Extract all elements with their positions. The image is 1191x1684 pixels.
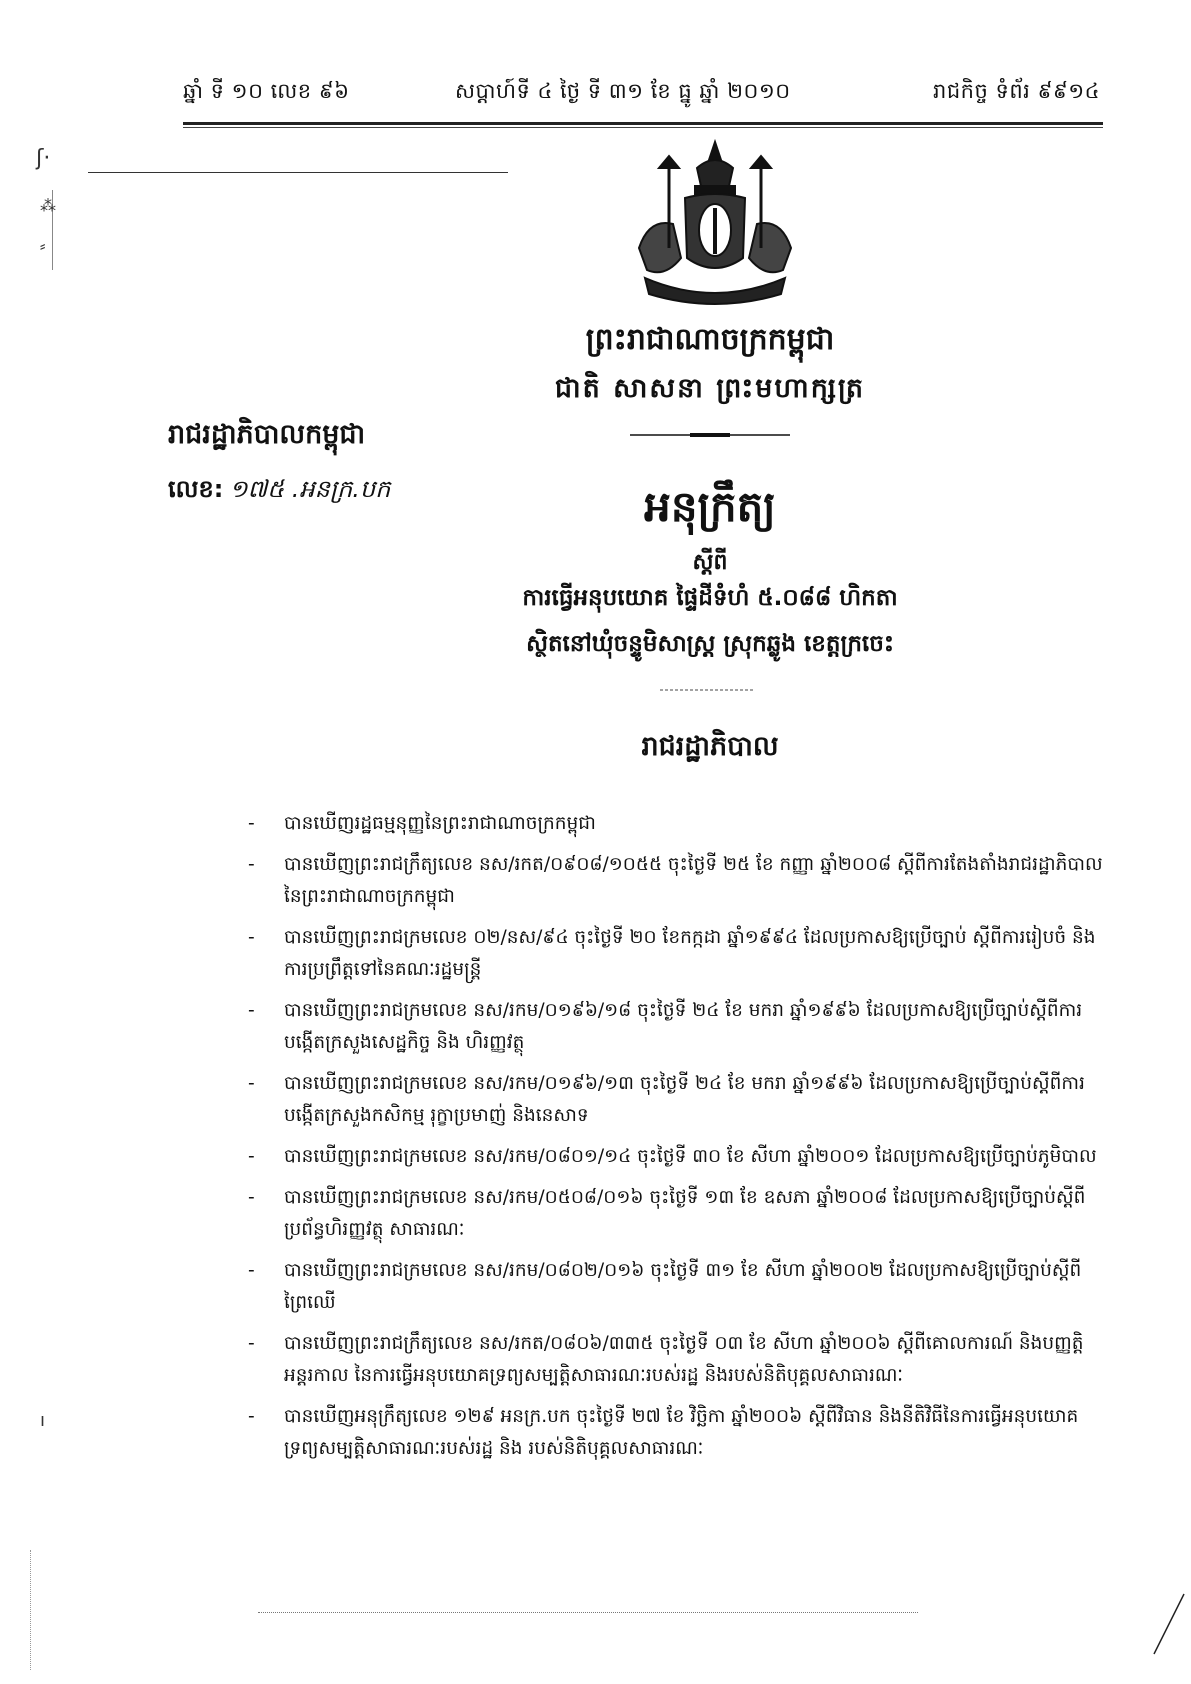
document-number [168, 474, 390, 509]
list-item [248, 849, 1108, 913]
list-dash: - [248, 1187, 255, 1208]
header-page-number: រាជកិច្ច ទំព័រ ៩៩១៤ [933, 79, 1100, 103]
list-item [248, 1182, 1108, 1246]
list-dash: - [248, 1000, 255, 1021]
ornament-divider [630, 432, 790, 438]
list-item-text: បានឃើញព្រះរាជក្រឹត្យលេខ នស/រកត/០៨០៦/៣៣៥ ចុះថ្ងៃទី ០៣ ខែ សីហា ឆ្នាំ២០០៦ ស្តីពីគោលការណ៍ និងបញ្ញត្តិអន្តរកាល នៃការធ្វើអនុបយោគទ្រព្យសម្បត្តិសាធារណៈរបស់រដ្ឋ និងរបស់និតិបុគ្គលសាធារណៈ [284, 1333, 1084, 1386]
small-divider [660, 688, 755, 692]
header-year-issue: ឆ្នាំ ទី ១០ លេខ ៩៦ [183, 79, 350, 103]
number-value: ១៧៥ .អនក្រ.បក [229, 475, 391, 503]
margin-scribble-4: ı [40, 1410, 46, 1431]
about-label: ស្តីពី [692, 550, 728, 575]
national-motto: ជាតិ សាសនា ព្រះមហាក្សត្រ [554, 373, 866, 404]
royal-coat-of-arms-icon [625, 138, 805, 313]
list-item-text: បានឃើញព្រះរាជក្រឹត្យលេខ នស/រកត/០៩០៨/១០៥៥ ចុះថ្ងៃទី ២៥ ខែ កញ្ញា ឆ្នាំ២០០៨ ស្តីពីការតែងតាំងរាជរដ្ឋាភិបាល នៃព្រះរាជាណាចក្រកម្ពុជា [284, 854, 1103, 907]
list-item [248, 1068, 1108, 1132]
document-title: អនុក្រឹត្យ [644, 482, 776, 531]
list-item-text: បានឃើញព្រះរាជក្រមលេខ នស/រកម/០៨០២/០១៦ ចុះថ្ងៃទី ៣១ ខែ សីហា ឆ្នាំ២០០២ ដែលប្រកាសឱ្យប្រើច្បាប់ស្តីពីព្រៃឈើ [284, 1260, 1082, 1313]
number-label: លេខ: [168, 475, 224, 503]
list-dash: - [248, 1146, 255, 1167]
list-item [248, 1401, 1108, 1465]
list-item-text: បានឃើញរដ្ឋធម្មនុញ្ញនៃព្រះរាជាណាចក្រកម្ពុជា [284, 813, 596, 834]
list-item-text: បានឃើញព្រះរាជក្រមលេខ នស/រកម/០១៩៦/១៨ ចុះថ្ងៃទី ២៤ ខែ មករា ឆ្នាំ១៩៩៦ ដែលប្រកាសឱ្យប្រើច្បាប់ស្តីពីការបង្កើតក្រសួងសេដ្ឋកិច្ច និង ហិរញ្ញវត្ថុ [284, 1000, 1083, 1053]
royal-government-heading: រាជរដ្ឋាភិបាល [641, 731, 779, 762]
margin-line [88, 172, 508, 173]
list-item [248, 922, 1108, 986]
header-rule-thin [183, 127, 1103, 128]
list-item-text: បានឃើញព្រះរាជក្រមលេខ នស/រកម/០១៩៦/១៣ ចុះថ្ងៃទី ២៤ ខែ មករា ឆ្នាំ១៩៩៦ ដែលប្រកាសឱ្យប្រើច្បាប់ស្តីពីការបង្កើតក្រសួងកសិកម្ម រុក្ខាប្រមាញ់ និងនេសាទ [284, 1073, 1085, 1126]
footer-dotted-line [258, 1612, 918, 1613]
list-dash: - [248, 1333, 255, 1354]
margin-scribble-1: ʃ· [36, 146, 51, 171]
scan-edge-mark [30, 1550, 32, 1670]
list-item [248, 1141, 1108, 1173]
list-item [248, 1255, 1108, 1319]
list-item-text: បានឃើញព្រះរាជក្រមលេខ ០២/នស/៩៤ ចុះថ្ងៃទី ២០ ខែកក្កដា ឆ្នាំ១៩៩៤ ដែលប្រកាសឱ្យប្រើច្បាប់ ស្តីពីការរៀបចំ និង ការប្រព្រឹត្តទៅនៃគណៈរដ្ឋមន្ត្រី [284, 927, 1096, 980]
list-dash: - [248, 1260, 255, 1281]
issuing-government: រាជរដ្ឋាភិបាលកម្ពុជា [168, 419, 366, 450]
list-dash: - [248, 1406, 255, 1427]
list-item-text: បានឃើញព្រះរាជក្រមលេខ នស/រកម/០៥០៨/០១៦ ចុះថ្ងៃទី ១៣ ខែ ឧសភា ឆ្នាំ២០០៨ ដែលប្រកាសឱ្យប្រើច្បាប់ស្តីពីប្រព័ន្ធហិរញ្ញវត្ថុ សាធារណៈ [284, 1187, 1086, 1240]
list-item [248, 995, 1108, 1059]
pen-stroke-mark [1148, 1590, 1188, 1660]
subject-line-1: ការធ្វើអនុបយោគ ផ្ទៃដីទំហំ ៥.០៨៨ ហិកតា [522, 585, 898, 611]
list-dash: - [248, 927, 255, 948]
list-item-text: បានឃើញអនុក្រឹត្យលេខ ១២៩ អនក្រ.បក ចុះថ្ងៃទី ២៧ ខែ វិច្ឆិកា ឆ្នាំ២០០៦ ស្តីពីវិធាន និងនីតិវិធីនៃការធ្វើអនុបយោគទ្រព្យសម្បត្តិសាធារណៈរបស់រដ្ឋ និង របស់និតិបុគ្គលសាធារណៈ [284, 1406, 1079, 1459]
list-dash: - [248, 813, 255, 834]
list-dash: - [248, 1073, 255, 1094]
margin-scribble-2: ⁂ [40, 196, 56, 215]
list-item [248, 808, 1108, 840]
header-date: សប្តាហ៍ទី ៤ ថ្ងៃ ទី ៣១ ខែ ធ្នូ ឆ្នាំ ២០១០ [455, 79, 791, 103]
considerations-list [248, 808, 1108, 1474]
margin-scribble-3: ⸗ [40, 236, 46, 255]
header-rule [183, 122, 1103, 125]
subject-line-2: ស្ថិតនៅឃុំចន្ទូមិសាស្ត្រ ស្រុកឆ្លូង ខេត្តក្រចេះ [526, 631, 894, 657]
kingdom-name: ព្រះរាជាណាចក្រកម្ពុជា [585, 322, 835, 357]
list-dash: - [248, 854, 255, 875]
list-item [248, 1328, 1108, 1392]
list-item-text: បានឃើញព្រះរាជក្រមលេខ នស/រកម/០៨០១/១៤ ចុះថ្ងៃទី ៣០ ខែ សីហា ឆ្នាំ២០០១ ដែលប្រកាសឱ្យប្រើច្បាប់ភូមិបាល [284, 1146, 1097, 1167]
